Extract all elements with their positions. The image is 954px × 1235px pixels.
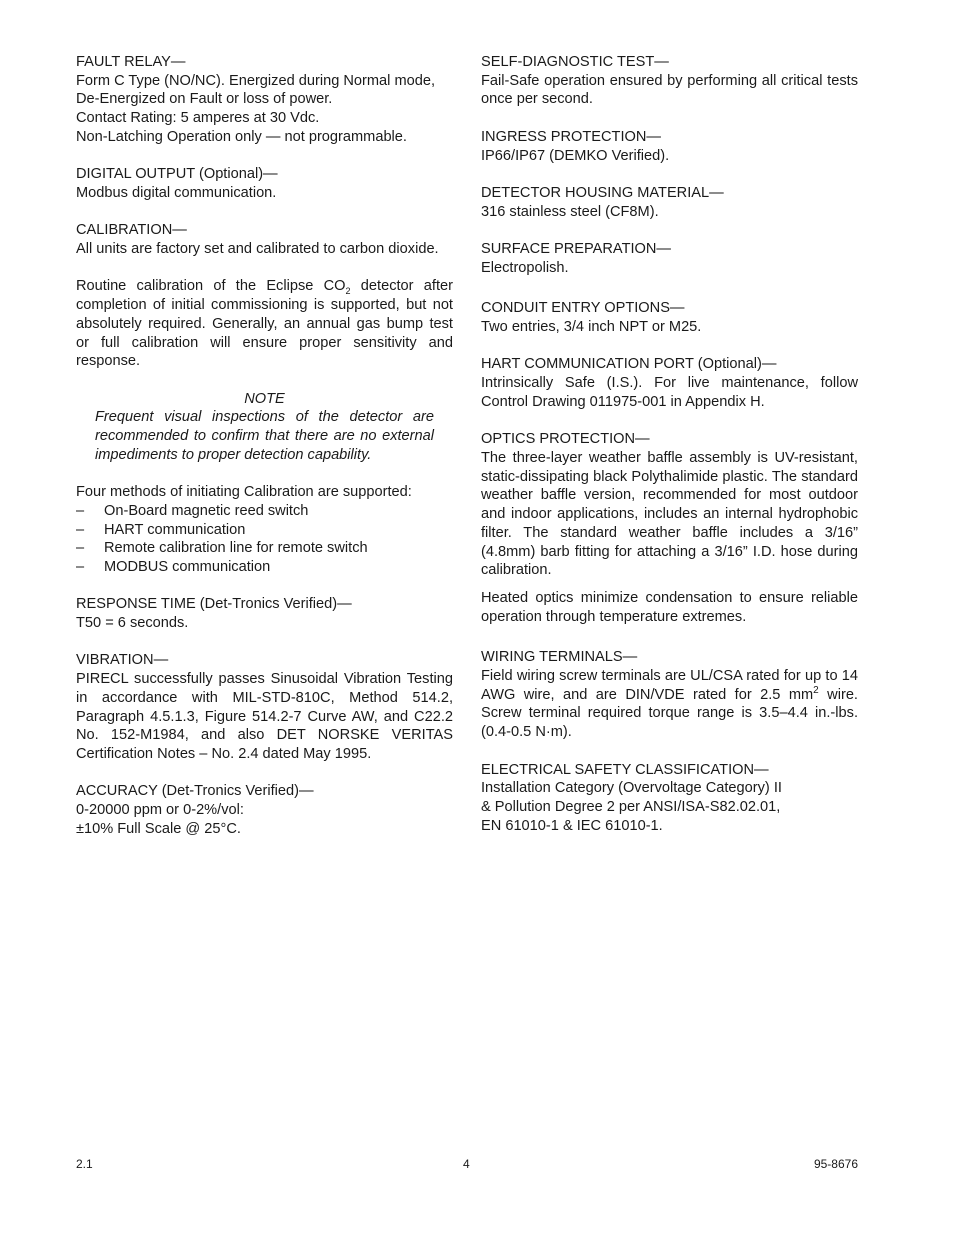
accuracy-section <box>76 782 453 838</box>
fault-relay-heading: FAULT RELAY— <box>76 54 186 70</box>
footer-page-number: 4 <box>463 1157 470 1171</box>
dash-bullet: – <box>76 502 85 519</box>
accuracy-line: 0-20000 ppm or 0-2%/vol: <box>76 802 244 818</box>
fault-relay-section <box>76 53 453 147</box>
hart-port-heading: HART COMMUNICATION PORT (Optional)— <box>481 356 777 373</box>
electrical-line: Installation Category (Overvoltage Category) II <box>481 780 782 797</box>
calibration-methods-list <box>76 502 453 577</box>
list-item-text: On-Board magnetic reed switch <box>104 502 309 519</box>
conduit-section <box>481 299 858 336</box>
housing-heading: DETECTOR HOUSING MATERIAL— <box>481 184 724 201</box>
electrical-line: EN 61010-1 & IEC 61010-1. <box>481 817 663 834</box>
wiring-text <box>481 667 858 742</box>
hart-port-section <box>481 355 858 411</box>
wiring-section <box>481 648 858 742</box>
mm2-superscript: 2 <box>813 684 819 696</box>
list-item <box>76 539 453 558</box>
response-time-heading: RESPONSE TIME (Det-Tronics Verified)— <box>76 596 352 613</box>
list-item <box>76 558 453 577</box>
wiring-text-start: Field wiring screw terminals are UL/CSA rated for up to 14 AWG wire, and are DIN/VDE rated for 2.5 mm <box>481 668 858 703</box>
dash-bullet: – <box>76 521 85 538</box>
electrical-line: & Pollution Degree 2 per ANSI/ISA-S82.02.01, <box>481 798 781 815</box>
heated-optics-text: Heated optics minimize condensation to ensure reliable operation through temperature extremes. <box>481 589 858 625</box>
footer-revision: 2.1 <box>76 1157 93 1171</box>
routine-calibration-paragraph <box>76 277 453 371</box>
surface-text: Electropolish. <box>481 259 569 276</box>
list-item <box>76 521 453 540</box>
ingress-text: IP66/IP67 (DEMKO Verified). <box>481 147 670 164</box>
vibration-section <box>76 651 453 763</box>
housing-section <box>481 184 858 221</box>
right-column <box>481 53 858 854</box>
optics-section <box>481 430 858 580</box>
accuracy-heading: ACCURACY (Det-Tronics Verified)— <box>76 783 314 800</box>
note-box <box>76 390 453 465</box>
hart-port-text: Intrinsically Safe (I.S.). For live maintenance, follow Control Drawing 011975-001 in Appendix H. <box>481 375 858 410</box>
vibration-text: PIRECL successfully passes Sinusoidal Vibration Testing in accordance with MIL-STD-810C, Method 514.2, Paragraph 4.5.1.3, Figure 514.2-7 Curve AW, and C22.2 No. 152-M1984, and also DET NORSKE VERITAS Certification Notes – No. 2.4 dated May 1995. <box>76 671 453 762</box>
digital-output-heading: DIGITAL OUTPUT (Optional)— <box>76 166 278 183</box>
surface-heading: SURFACE PREPARATION— <box>481 240 672 257</box>
electrical-heading: ELECTRICAL SAFETY CLASSIFICATION— <box>481 761 769 778</box>
calibration-methods-section <box>76 483 453 577</box>
conduit-heading: CONDUIT ENTRY OPTIONS— <box>481 300 685 317</box>
electrical-section <box>481 761 858 836</box>
heated-optics-paragraph <box>481 589 858 626</box>
housing-text: 316 stainless steel (CF8M). <box>481 203 659 220</box>
calibration-text: All units are factory set and calibrated to carbon dioxide. <box>76 241 439 257</box>
optics-heading: OPTICS PROTECTION— <box>481 431 650 448</box>
optics-text: The three-layer weather baffle assembly is UV-resistant, static-dissipating black Polythalimide plastic. The standard weather baffle version, recommended for most outdoor and indoor applications, includes an internal hydrophobic filter. The standard weather baffle includes a 3/16” (4.8mm) barb fitting for attaching a 3/16” I.D. hose during calibration. <box>481 449 858 579</box>
note-text: Frequent visual inspections of the detector are recommended to confirm that there are no external impediments to proper detection capability. <box>95 409 434 463</box>
dash-bullet: – <box>76 540 85 557</box>
self-diagnostic-text: Fail-Safe operation ensured by performing all critical tests once per second. <box>481 72 858 108</box>
ingress-section <box>481 128 858 165</box>
co2-subscript: 2 <box>345 286 351 297</box>
left-column <box>76 53 453 857</box>
surface-section <box>481 240 858 277</box>
list-item-text: MODBUS communication <box>104 558 271 575</box>
routine-calibration-text-end: detector after completion of initial commissioning is supported, but not absolutely required. Generally, an annual gas bump test or full calibration will ensure proper sensitivity and response. <box>76 278 453 370</box>
conduit-text: Two entries, 3/4 inch NPT or M25. <box>481 319 702 336</box>
fault-relay-line: Non-Latching Operation only — not programmable. <box>76 128 407 145</box>
accuracy-line: ±10% Full Scale @ 25°C. <box>76 820 241 837</box>
dash-bullet: – <box>76 558 85 575</box>
ingress-heading: INGRESS PROTECTION— <box>481 128 662 145</box>
vibration-heading: VIBRATION— <box>76 652 169 669</box>
list-item <box>76 502 453 521</box>
calibration-methods-intro: Four methods of initiating Calibration are supported: <box>76 484 412 501</box>
list-item-text: HART communication <box>104 521 246 538</box>
fault-relay-line: De-Energized on Fault or loss of power. <box>76 91 333 108</box>
footer-document-number: 95-8676 <box>813 1157 858 1171</box>
routine-calibration-text-start: Routine calibration of the Eclipse CO <box>76 278 346 295</box>
self-diagnostic-heading: SELF-DIAGNOSTIC TEST— <box>481 54 669 70</box>
list-item-text: Remote calibration line for remote switch <box>104 540 368 557</box>
wiring-heading: WIRING TERMINALS— <box>481 649 638 666</box>
calibration-section <box>76 221 453 258</box>
fault-relay-line: Contact Rating: 5 amperes at 30 Vdc. <box>76 110 320 127</box>
calibration-heading: CALIBRATION— <box>76 222 187 239</box>
digital-output-text: Modbus digital communication. <box>76 184 277 201</box>
self-diagnostic-section <box>481 53 858 109</box>
response-time-text: T50 = 6 seconds. <box>76 615 189 631</box>
response-time-section <box>76 595 453 632</box>
wiring-text-end: wire. Screw terminal required torque range is 3.5–4.4 in.-lbs. (0.4-0.5 N·m). <box>481 686 858 741</box>
fault-relay-line: Form C Type (NO/NC). Energized during Normal mode, <box>76 72 436 89</box>
digital-output-section <box>76 165 453 202</box>
note-title: NOTE <box>244 390 285 407</box>
